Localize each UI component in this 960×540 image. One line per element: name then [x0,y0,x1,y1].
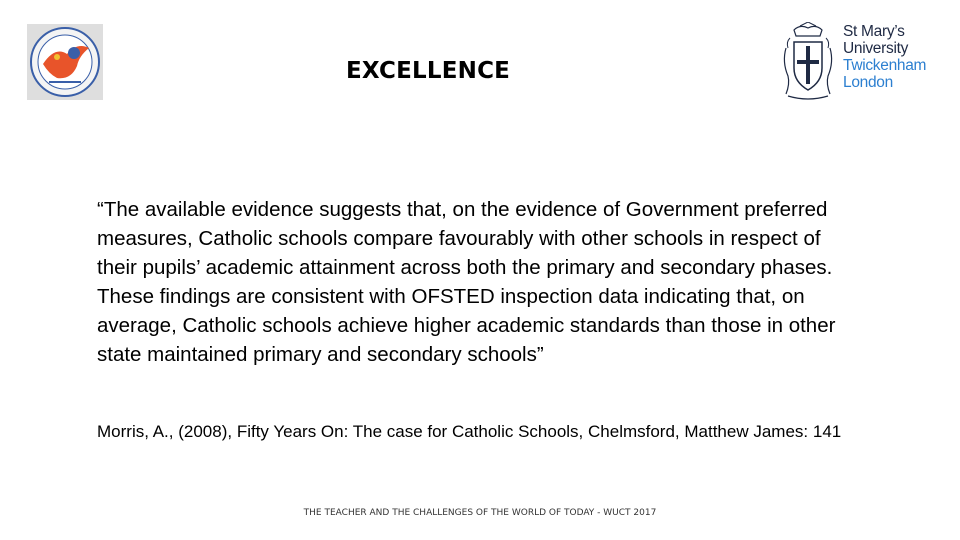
university-name-line-4: London [843,74,893,91]
university-name [843,23,926,91]
university-logo [780,22,940,104]
university-name-line-1: St Mary’s [843,23,905,40]
slide-footer: THE TEACHER AND THE CHALLENGES OF THE WORLD OF TODAY - WUCT 2017 [303,508,657,518]
university-name-line-2: University [843,40,909,57]
quote-text: “The available evidence suggests that, on the evidence of Government preferred measures, Catholic schools compare favourably with other schools in respect of their pupils’ academic attainment across both the primary and secondary phases. These findings are consistent with OFSTED inspection data indicating that, on average, Catholic schools achieve higher academic standards than those in other state maintained primary and secondary schools” [97,198,836,366]
university-name-line-3: Twickenham [843,57,927,74]
citation-text: Morris, A., (2008), Fifty Years On: The case for Catholic Schools, Chelmsford, Matthew James: 141 [97,422,842,441]
conference-emblem-icon [27,24,103,100]
university-crest-icon [780,22,836,104]
slide-title: EXCELLENCE [346,58,511,84]
